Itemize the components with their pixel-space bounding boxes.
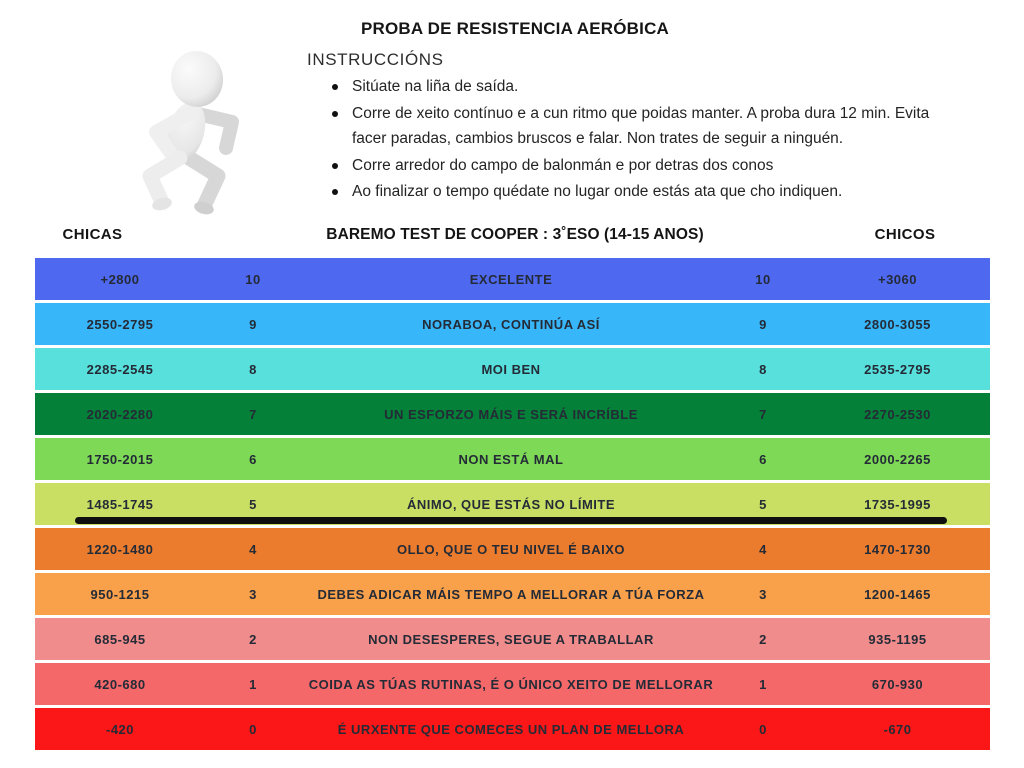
cell-score-right: 3 bbox=[759, 586, 767, 602]
score-table bbox=[35, 258, 990, 750]
instruction-item bbox=[307, 74, 939, 100]
cell-score-right: 7 bbox=[759, 406, 767, 422]
cell-chicos-range: 2000-2265 bbox=[864, 451, 931, 467]
table-row bbox=[35, 528, 990, 570]
cell-score-right: 8 bbox=[759, 361, 767, 377]
cell-message: EXCELENTE bbox=[469, 271, 553, 287]
bullet-icon bbox=[332, 84, 338, 90]
column-header-chicos: CHICOS bbox=[874, 226, 936, 243]
instructions-list bbox=[307, 74, 939, 206]
table-row bbox=[35, 348, 990, 390]
instruction-text: Ao finalizar o tempo quédate no lugar onde estás ata que cho indiquen. bbox=[352, 183, 843, 200]
cell-score-right: 5 bbox=[759, 496, 767, 512]
column-header-chicas: CHICAS bbox=[62, 226, 123, 243]
cell-chicos-range: 1470-1730 bbox=[864, 541, 931, 557]
bullet-icon bbox=[332, 163, 338, 169]
cell-message: NORABOA, CONTINÚA ASÍ bbox=[422, 316, 600, 332]
instruction-item bbox=[307, 179, 939, 205]
cell-score-left: 2 bbox=[249, 631, 257, 647]
page-title: PROBA DE RESISTENCIA AERÓBICA bbox=[360, 19, 670, 38]
table-row bbox=[35, 303, 990, 345]
cell-chicos-range: 1200-1465 bbox=[864, 586, 931, 602]
cell-score-right: 0 bbox=[759, 721, 767, 737]
cell-chicos-range: 2535-2795 bbox=[864, 361, 931, 377]
cell-score-left: 7 bbox=[249, 406, 257, 422]
cell-score-left: 6 bbox=[249, 451, 257, 467]
cell-chicas-range: 2285-2545 bbox=[86, 361, 154, 377]
cell-score-right: 10 bbox=[755, 271, 771, 287]
table-row bbox=[35, 393, 990, 435]
runner-figure-icon bbox=[100, 16, 280, 216]
instruction-text: Corre de xeito contínuo e a cun ritmo que poidas manter. A proba dura 12 min. Evita facer paradas, cambios bruscos e falar. Non trates de seguir a ninguén. bbox=[352, 104, 930, 147]
instruction-item bbox=[307, 101, 939, 152]
cell-message: É URXENTE QUE COMECES UN PLAN DE MELLORA bbox=[337, 721, 685, 737]
cell-chicos-range: 2270-2530 bbox=[864, 406, 931, 422]
cell-score-left: 10 bbox=[245, 271, 261, 287]
table-row bbox=[35, 258, 990, 300]
cell-chicas-range: 1220-1480 bbox=[86, 541, 154, 557]
table-title: BAREMO TEST DE COOPER : 3˚ESO (14-15 ANOS) bbox=[326, 226, 704, 243]
cell-chicos-range: +3060 bbox=[877, 271, 917, 287]
table-row bbox=[35, 438, 990, 480]
cell-chicos-range: 1735-1995 bbox=[864, 496, 931, 512]
cell-chicas-range: 1750-2015 bbox=[86, 451, 154, 467]
cell-chicas-range: 2550-2795 bbox=[86, 316, 154, 332]
cell-score-left: 0 bbox=[249, 721, 257, 737]
instructions-heading: INSTRUCCIÓNS bbox=[307, 50, 444, 69]
cell-chicas-range: 685-945 bbox=[94, 631, 146, 647]
cell-score-right: 4 bbox=[759, 541, 767, 557]
cell-chicas-range: 2020-2280 bbox=[86, 406, 154, 422]
instruction-text: Sitúate na liña de saída. bbox=[352, 78, 519, 95]
cell-chicas-range: +2800 bbox=[100, 271, 140, 287]
cell-message: NON DESESPERES, SEGUE A TRABALLAR bbox=[368, 631, 654, 647]
cell-chicos-range: 935-1195 bbox=[868, 631, 927, 647]
table-row bbox=[35, 708, 990, 750]
cell-score-left: 8 bbox=[249, 361, 257, 377]
cell-score-left: 3 bbox=[249, 586, 257, 602]
cell-score-right: 1 bbox=[759, 676, 767, 692]
bullet-icon bbox=[332, 189, 338, 195]
cell-score-right: 9 bbox=[759, 316, 767, 332]
cell-score-left: 4 bbox=[249, 541, 257, 557]
cell-chicas-range: 950-1215 bbox=[90, 586, 150, 602]
cell-message: NON ESTÁ MAL bbox=[458, 451, 564, 467]
cell-score-right: 2 bbox=[759, 631, 767, 647]
instruction-text: Corre arredor do campo de balonmán e por detras dos conos bbox=[352, 156, 774, 174]
cell-chicos-range: 2800-3055 bbox=[864, 316, 931, 332]
cell-chicas-range: -420 bbox=[105, 721, 135, 737]
cell-chicas-range: 1485-1745 bbox=[86, 496, 154, 512]
cell-message: UN ESFORZO MÁIS E SERÁ INCRÍBLE bbox=[384, 406, 638, 422]
bullet-icon bbox=[332, 111, 338, 117]
table-row bbox=[35, 573, 990, 615]
cell-chicos-range: -670 bbox=[883, 721, 912, 737]
cell-message: DEBES ADICAR MÁIS TEMPO A MELLORAR A TÚA FORZA bbox=[317, 586, 705, 602]
cell-score-left: 9 bbox=[249, 316, 257, 332]
cell-chicas-range: 420-680 bbox=[94, 676, 146, 692]
cell-message: ÁNIMO, QUE ESTÁS NO LÍMITE bbox=[406, 496, 615, 512]
cell-message: OLLO, QUE O TEU NIVEL É BAIXO bbox=[396, 541, 626, 557]
pass-fail-line bbox=[75, 517, 947, 524]
instruction-item bbox=[307, 153, 939, 179]
cell-message: COIDA AS TÚAS RUTINAS, É O ÚNICO XEITO DE MELLORAR bbox=[308, 676, 714, 692]
cell-score-left: 1 bbox=[249, 676, 257, 692]
table-row bbox=[35, 663, 990, 705]
cell-score-left: 5 bbox=[249, 496, 257, 512]
table-row bbox=[35, 618, 990, 660]
cell-score-right: 6 bbox=[759, 451, 767, 467]
cell-message: MOI BEN bbox=[481, 361, 541, 377]
cell-chicos-range: 670-930 bbox=[871, 676, 924, 692]
